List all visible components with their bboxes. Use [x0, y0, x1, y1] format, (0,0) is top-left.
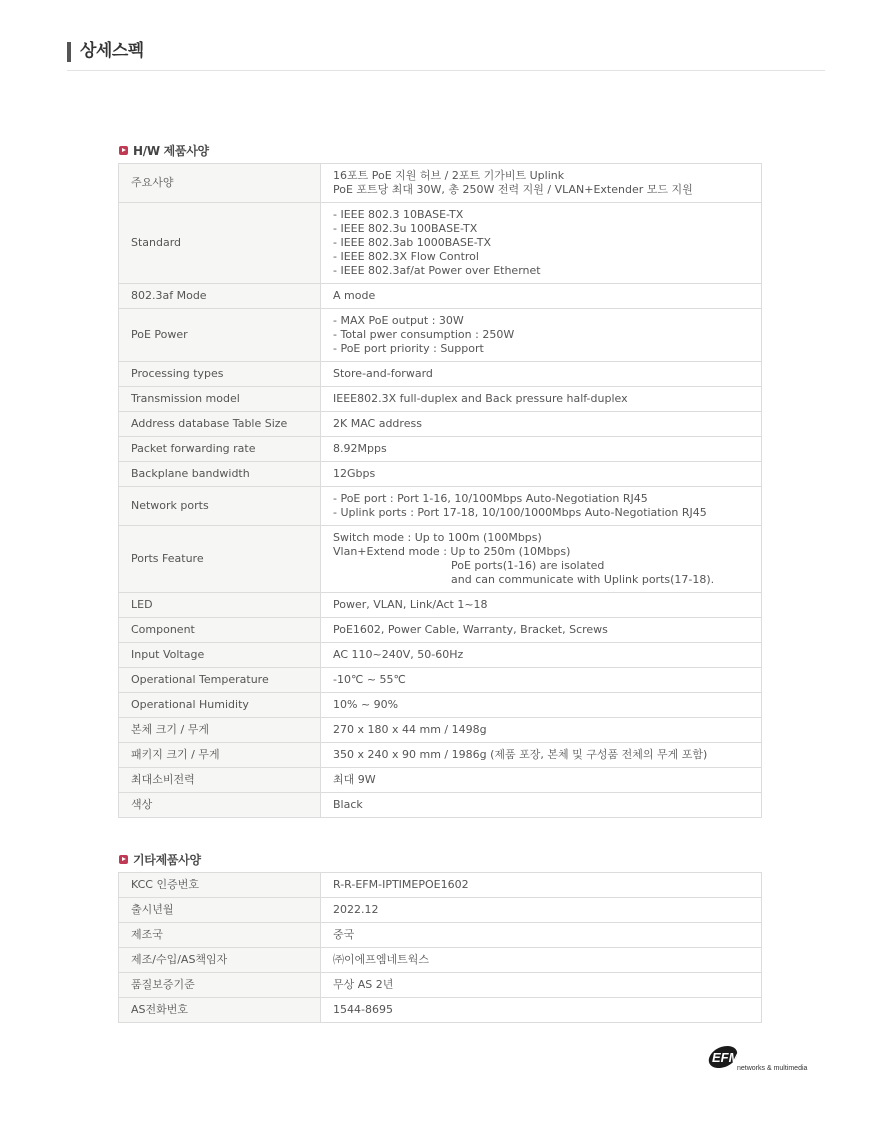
spec-value	[321, 718, 762, 743]
spec-value	[321, 768, 762, 793]
table-row	[119, 768, 762, 793]
spec-value	[321, 668, 762, 693]
table-row	[119, 387, 762, 412]
bullet-icon	[119, 855, 128, 864]
spec-value-line: R-R-EFM-IPTIMEPOE1602	[333, 878, 469, 891]
spec-value-line: 350 x 240 x 90 mm / 1986g (제품 포장, 본체 및 구성품 전체의 무게 포함)	[333, 748, 708, 761]
spec-value-line: Vlan+Extend mode : Up to 250m (10Mbps)	[333, 545, 571, 558]
hw-section-heading	[119, 142, 209, 158]
spec-value-line: - IEEE 802.3X Flow Control	[333, 250, 479, 263]
page-header	[67, 40, 825, 71]
spec-value	[321, 743, 762, 768]
spec-label: AS전화번호	[119, 998, 321, 1023]
spec-value	[321, 437, 762, 462]
spec-label: 색상	[119, 793, 321, 818]
spec-value	[321, 309, 762, 362]
table-row	[119, 998, 762, 1023]
spec-value	[321, 593, 762, 618]
table-row	[119, 487, 762, 526]
table-row	[119, 526, 762, 593]
spec-label: 주요사양	[119, 164, 321, 203]
spec-label: Packet forwarding rate	[119, 437, 321, 462]
table-row	[119, 309, 762, 362]
spec-value	[321, 973, 762, 998]
spec-label: 제조국	[119, 923, 321, 948]
spec-value	[321, 643, 762, 668]
spec-label: LED	[119, 593, 321, 618]
spec-label: Address database Table Size	[119, 412, 321, 437]
spec-value	[321, 164, 762, 203]
table-row	[119, 923, 762, 948]
spec-label: PoE Power	[119, 309, 321, 362]
logo-tagline: networks & multimedia	[737, 1065, 808, 1072]
spec-value-line: Switch mode : Up to 100m (100Mbps)	[333, 531, 542, 544]
spec-value-line: PoE ports(1-16) are isolated	[451, 559, 605, 572]
table-row	[119, 718, 762, 743]
spec-value-line: 12Gbps	[333, 467, 376, 480]
spec-value-line: IEEE802.3X full-duplex and Back pressure half-duplex	[333, 392, 628, 405]
spec-value-line: - IEEE 802.3 10BASE-TX	[333, 208, 464, 221]
etc-section-heading	[119, 851, 201, 867]
spec-label: Standard	[119, 203, 321, 284]
spec-value-line: 16포트 PoE 지원 허브 / 2포트 기가비트 Uplink	[333, 169, 565, 182]
spec-value	[321, 526, 762, 593]
header-accent-bar	[67, 42, 71, 62]
spec-value-line: 2K MAC address	[333, 417, 422, 430]
page-title: 상세스펙	[80, 41, 144, 61]
table-row	[119, 284, 762, 309]
spec-value-line: PoE 포트당 최대 30W, 총 250W 전력 지원 / VLAN+Extender 모드 지원	[333, 183, 693, 196]
spec-label: 품질보증기준	[119, 973, 321, 998]
spec-value-line: - PoE port : Port 1-16, 10/100Mbps Auto-Negotiation RJ45	[333, 492, 648, 505]
spec-label: Operational Temperature	[119, 668, 321, 693]
table-row	[119, 593, 762, 618]
spec-label: Input Voltage	[119, 643, 321, 668]
spec-value	[321, 462, 762, 487]
spec-label: KCC 인증번호	[119, 873, 321, 898]
table-row	[119, 618, 762, 643]
spec-label: Ports Feature	[119, 526, 321, 593]
bullet-icon	[119, 146, 128, 155]
table-row	[119, 643, 762, 668]
spec-value-line: 10% ~ 90%	[333, 698, 399, 711]
spec-value-line: 2022.12	[333, 903, 379, 916]
spec-value	[321, 203, 762, 284]
spec-label: Backplane bandwidth	[119, 462, 321, 487]
spec-value-line: - PoE port priority : Support	[333, 342, 484, 355]
spec-value	[321, 618, 762, 643]
spec-value	[321, 998, 762, 1023]
hw-spec-table	[118, 163, 762, 818]
table-row	[119, 743, 762, 768]
spec-label: Processing types	[119, 362, 321, 387]
table-row	[119, 437, 762, 462]
spec-value-line: Black	[333, 798, 363, 811]
spec-value-line: - MAX PoE output : 30W	[333, 314, 464, 327]
spec-value-line: 8.92Mpps	[333, 442, 387, 455]
table-row	[119, 793, 762, 818]
spec-label: Operational Humidity	[119, 693, 321, 718]
etc-spec-table	[118, 872, 762, 1023]
spec-value	[321, 487, 762, 526]
spec-value-line: - IEEE 802.3af/at Power over Ethernet	[333, 264, 541, 277]
spec-value	[321, 898, 762, 923]
spec-label: Component	[119, 618, 321, 643]
efm-logo	[706, 1043, 816, 1075]
table-row	[119, 873, 762, 898]
logo-mark: EFM	[712, 1050, 740, 1065]
table-row	[119, 164, 762, 203]
spec-value-line: - IEEE 802.3u 100BASE-TX	[333, 222, 478, 235]
spec-value	[321, 284, 762, 309]
table-row	[119, 462, 762, 487]
spec-value-line: 중국	[333, 928, 355, 941]
spec-value-line: -10℃ ~ 55℃	[333, 673, 406, 686]
table-row	[119, 668, 762, 693]
spec-label: 패키지 크기 / 무게	[119, 743, 321, 768]
spec-label: 출시년월	[119, 898, 321, 923]
spec-value	[321, 693, 762, 718]
spec-value	[321, 948, 762, 973]
spec-value-line: 1544-8695	[333, 1003, 393, 1016]
spec-label: 본체 크기 / 무게	[119, 718, 321, 743]
table-row	[119, 203, 762, 284]
spec-value-line: ㈜이에프엠네트웍스	[333, 953, 430, 966]
spec-value-line: PoE1602, Power Cable, Warranty, Bracket, Screws	[333, 623, 608, 636]
spec-value-line: 270 x 180 x 44 mm / 1498g	[333, 723, 487, 736]
spec-value-line: - Total pwer consumption : 250W	[333, 328, 515, 341]
spec-label: 제조/수입/AS책임자	[119, 948, 321, 973]
spec-value	[321, 793, 762, 818]
spec-value-line: AC 110~240V, 50-60Hz	[333, 648, 464, 661]
table-row	[119, 898, 762, 923]
spec-value	[321, 387, 762, 412]
spec-value	[321, 412, 762, 437]
spec-value-line: 최대 9W	[333, 773, 376, 786]
table-row	[119, 362, 762, 387]
spec-value-line: Store-and-forward	[333, 367, 433, 380]
spec-label: Transmission model	[119, 387, 321, 412]
table-row	[119, 973, 762, 998]
table-row	[119, 412, 762, 437]
spec-value	[321, 362, 762, 387]
spec-label: 802.3af Mode	[119, 284, 321, 309]
spec-value-line: - IEEE 802.3ab 1000BASE-TX	[333, 236, 491, 249]
spec-value-line: A mode	[333, 289, 376, 302]
spec-value-line: Power, VLAN, Link/Act 1~18	[333, 598, 488, 611]
spec-label: Network ports	[119, 487, 321, 526]
table-row	[119, 948, 762, 973]
spec-value-line: and can communicate with Uplink ports(17-18).	[451, 573, 715, 586]
spec-value-line: 무상 AS 2년	[333, 978, 394, 991]
spec-value	[321, 873, 762, 898]
spec-value-line: - Uplink ports : Port 17-18, 10/100/1000Mbps Auto-Negotiation RJ45	[333, 506, 707, 519]
spec-value	[321, 923, 762, 948]
etc-section-title: 기타제품사양	[133, 852, 201, 867]
spec-label: 최대소비전력	[119, 768, 321, 793]
table-row	[119, 693, 762, 718]
hw-section-title: H/W 제품사양	[133, 143, 209, 158]
